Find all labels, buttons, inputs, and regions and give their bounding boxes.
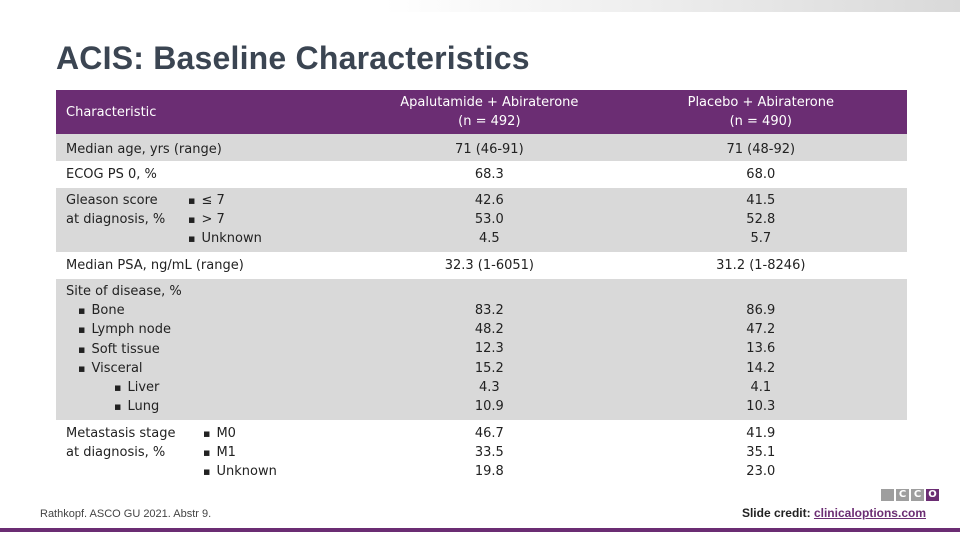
- cell-arm1: [364, 420, 614, 486]
- value: 13.6: [746, 341, 776, 357]
- value: 10.9: [474, 399, 504, 415]
- cell-arm1: [364, 279, 614, 420]
- value: 5.7: [750, 231, 772, 247]
- value: 4.1: [750, 379, 772, 395]
- bottom-spacer: [0, 532, 960, 540]
- cell-arm1: 68.3: [364, 161, 614, 188]
- cell-arm2: [615, 420, 907, 486]
- header-placebo-arm: [615, 90, 907, 134]
- table-header-row: [56, 90, 907, 134]
- table-row-ecog: [56, 161, 907, 188]
- header-characteristic: Characteristic: [56, 90, 364, 134]
- row-label: Median PSA, ng/mL (range): [56, 252, 364, 279]
- table-row-metastasis: [56, 420, 907, 486]
- value: 19.8: [474, 464, 504, 480]
- top-gradient-bar: [0, 0, 960, 12]
- row-label: at diagnosis, %: [66, 212, 166, 228]
- table-row-site: [56, 279, 907, 420]
- value: 41.5: [746, 193, 776, 208]
- value: 15.2: [474, 360, 504, 376]
- value: 14.2: [746, 360, 776, 376]
- logo-block: [881, 489, 894, 501]
- value: 83.2: [474, 303, 504, 318]
- value: 33.5: [474, 445, 504, 461]
- row-label-metastasis: [56, 420, 364, 486]
- header-arm1-n: (n = 492): [458, 114, 521, 129]
- logo-letter: C: [896, 489, 909, 501]
- row-label: ECOG PS 0, %: [56, 161, 364, 188]
- credit-label: Slide credit:: [741, 506, 811, 520]
- value: 35.1: [746, 445, 776, 461]
- header-arm2-name: Placebo + Abiraterone: [687, 95, 834, 110]
- slide-title: ACIS: Baseline Characteristics: [56, 40, 530, 76]
- row-label: Gleason score: [66, 193, 158, 208]
- list-item: ▪ M1: [203, 443, 277, 462]
- table-row-gleason: [56, 188, 907, 252]
- cell-arm2: 71 (48-92): [615, 134, 907, 161]
- value: 48.2: [474, 322, 504, 338]
- list-item: ▪ > 7: [188, 210, 262, 229]
- visceral-sublist: [66, 378, 364, 416]
- metastasis-sublist: [203, 424, 277, 482]
- cell-arm2: 31.2 (1-8246): [615, 252, 907, 279]
- list-item: ▪ ≤ 7: [188, 191, 262, 210]
- cell-arm1: [364, 188, 614, 252]
- list-item: ▪ Lymph node: [78, 320, 364, 339]
- value: 23.0: [746, 464, 776, 480]
- value: 53.0: [474, 212, 504, 228]
- row-label-gleason: [56, 188, 364, 252]
- baseline-table: [56, 90, 907, 486]
- citation: Rathkopf. ASCO GU 2021. Abstr 9.: [40, 508, 212, 520]
- value: 10.3: [746, 399, 776, 415]
- value: 46.7: [474, 426, 504, 441]
- row-label: Median age, yrs (range): [56, 134, 364, 161]
- table-row-age: [56, 134, 907, 161]
- row-label: at diagnosis, %: [66, 445, 166, 461]
- list-item: ▪ Visceral: [78, 359, 364, 378]
- slide-credit: [742, 506, 926, 520]
- row-label: Metastasis stage: [66, 426, 176, 441]
- header-apalutamide-arm: [364, 90, 614, 134]
- value: 12.3: [474, 341, 504, 357]
- gleason-sublist: [188, 191, 262, 249]
- row-label-site: [56, 279, 364, 420]
- list-item: ▪ Liver: [114, 378, 364, 397]
- value: 4.3: [479, 379, 500, 395]
- cell-arm1: 32.3 (1-6051): [364, 252, 614, 279]
- header-arm1-name: Apalutamide + Abiraterone: [400, 95, 579, 110]
- cell-arm2: [615, 279, 907, 420]
- row-label: Site of disease, %: [66, 284, 182, 299]
- table-row-psa: [56, 252, 907, 279]
- cco-logo: [881, 489, 939, 501]
- cell-arm2: 68.0: [615, 161, 907, 188]
- header-arm2-n: (n = 490): [729, 114, 792, 129]
- value: 86.9: [746, 303, 776, 318]
- value: 47.2: [746, 322, 776, 338]
- cell-arm2: [615, 188, 907, 252]
- credit-link[interactable]: clinicaloptions.com: [813, 506, 926, 520]
- list-item: ▪ Bone: [78, 301, 364, 320]
- cell-arm1: 71 (46-91): [364, 134, 614, 161]
- site-sublist: [66, 301, 364, 378]
- logo-letter: C: [911, 489, 924, 501]
- list-item: ▪ Lung: [114, 397, 364, 416]
- value: 52.8: [746, 212, 776, 228]
- value: 41.9: [746, 426, 776, 441]
- list-item: ▪ Soft tissue: [78, 340, 364, 359]
- value: 4.5: [479, 231, 500, 247]
- value: 42.6: [474, 193, 504, 208]
- logo-letter: O: [926, 489, 939, 501]
- list-item: ▪ M0: [203, 424, 277, 443]
- list-item: ▪ Unknown: [203, 462, 277, 481]
- list-item: ▪ Unknown: [188, 229, 262, 248]
